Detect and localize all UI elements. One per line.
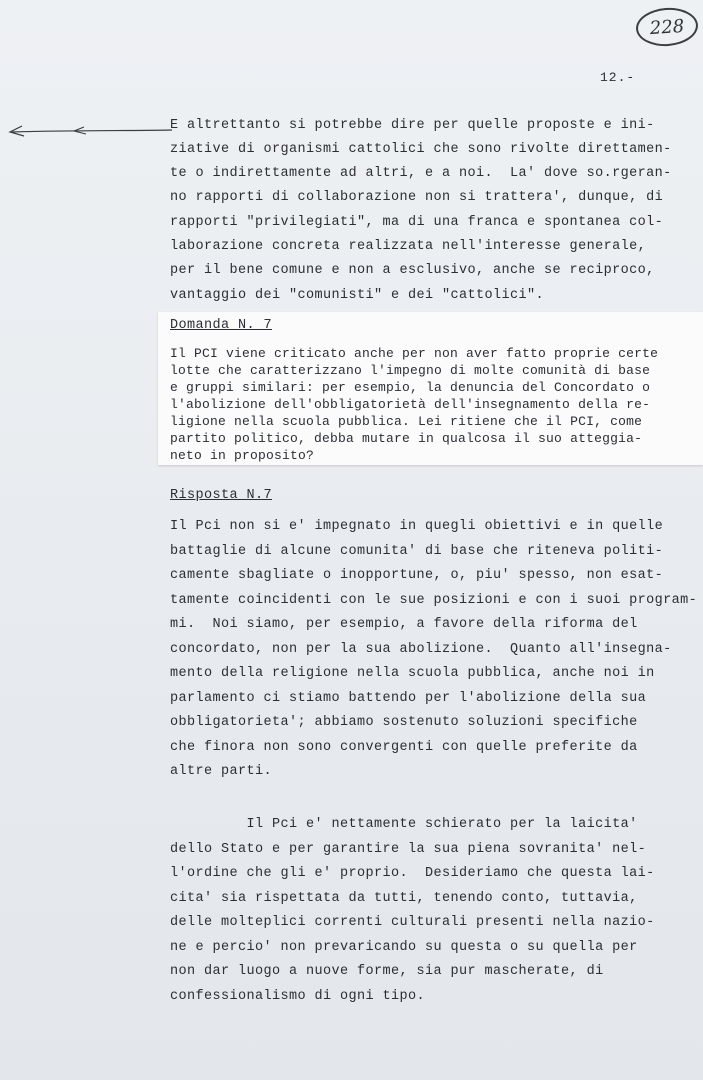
question-line: Il PCI viene criticato anche per non aver fatto proprie certe	[170, 346, 659, 361]
question-line: ligione nella scuola pubblica. Lei ritiene che il PCI, come	[170, 414, 643, 429]
answer-line: battaglie di alcune comunita' di base che riteneva politi-	[170, 543, 664, 559]
answer-line: che finora non sono convergenti con quelle preferite da	[170, 739, 638, 755]
handwritten-arrow-icon	[4, 122, 174, 142]
intro-line: ziative di organismi cattolici che sono rivolte direttamen-	[170, 142, 672, 157]
intro-line: no rapporti di collaborazione non si trattera', dunque, di	[170, 190, 664, 205]
question-heading: Domanda N. 7	[170, 318, 273, 333]
question-slip	[158, 312, 703, 465]
answer-line: Il Pci e' nettamente schierato per la laicita'	[170, 817, 638, 832]
answer-line: concordato, non per la sua abolizione. Quanto all'insegna-	[170, 641, 672, 657]
answer-line: ne e percio' non prevaricando su questa o su quella per	[170, 939, 638, 955]
question-line: partito politico, debba mutare in qualcosa il suo atteggia-	[170, 431, 643, 446]
answer-line: obbligatorieta'; abbiamo sostenuto soluzioni specifiche	[170, 715, 638, 730]
intro-line: per il bene comune e non a esclusivo, anche se reciproco,	[170, 263, 655, 278]
answer-line: mento della religione nella scuola pubblica, anche noi in	[170, 666, 655, 681]
answer-line: Il Pci non si e' impegnato in quegli obiettivi e in quelle	[170, 519, 664, 534]
intro-line: te o indirettamente ad altri, e a noi. La' dove so.rgeran-	[170, 166, 672, 181]
answer-paragraph-2	[170, 817, 655, 1004]
answer-line: camente sbagliate o inopportune, o, piu' spesso, non esat-	[170, 568, 664, 583]
answer-line: l'ordine che gli e' proprio. Desideriamo che questa lai-	[170, 866, 655, 881]
answer-line: dello Stato e per garantire la sua piena sovranita' nel-	[170, 841, 647, 857]
question-line: lotte che caratterizzano l'impegno di molte comunità di base	[170, 363, 651, 378]
intro-line: vantaggio dei "comunisti" e dei "cattolici".	[170, 288, 545, 303]
answer-paragraph-1	[170, 519, 698, 779]
question-line: l'abolizione dell'obbligatorietà dell'insegnamento della re-	[170, 397, 651, 412]
intro-line: laborazione concreta realizzata nell'interesse generale,	[170, 239, 647, 254]
question-line: neto in proposito?	[170, 448, 315, 463]
intro-paragraph	[170, 118, 672, 303]
answer-line: non dar luogo a nuove forme, sia pur mascherate, di	[170, 964, 604, 979]
question-line: e gruppi similari: per esempio, la denuncia del Concordato o	[170, 380, 651, 395]
intro-line: rapporti "privilegiati", ma di una franca e spontanea col-	[170, 215, 664, 230]
answer-line: tamente coincidenti con le sue posizioni e con i suoi program-	[170, 592, 698, 608]
page-number: 12.-	[600, 70, 636, 85]
archive-page-stamp-number: 228	[649, 15, 685, 39]
answer-heading: Risposta N.7	[170, 488, 273, 503]
answer-line: parlamento ci stiamo battendo per l'abolizione della sua	[170, 690, 647, 706]
answer-line: mi. Noi siamo, per esempio, a favore della riforma del	[170, 617, 638, 632]
archive-page-stamp	[635, 6, 699, 48]
intro-line: E altrettanto si potrebbe dire per quelle proposte e ini-	[170, 118, 655, 133]
answer-line: cita' sia rispettata da tutti, tenendo conto, tuttavia,	[170, 890, 638, 906]
answer-line: altre parti.	[170, 764, 273, 779]
answer-line: delle molteplici correnti culturali presenti nella nazio-	[170, 915, 655, 930]
answer-line: confessionalismo di ogni tipo.	[170, 988, 426, 1004]
